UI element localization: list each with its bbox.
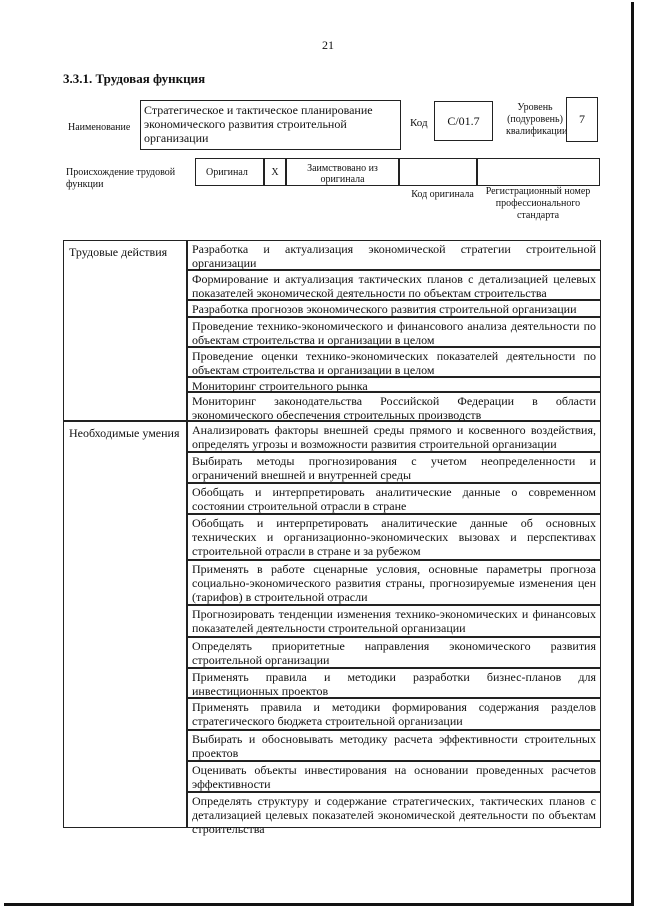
skill-row: Обобщать и интерпретировать аналитические данные об основных технических и организационно-экономических вызовах и перспективах строительной отрасли в стране и за рубежом — [187, 514, 601, 560]
skill-row: Применять правила и методики разработки бизнес-планов для инвестиционных проектов — [187, 668, 601, 698]
section-title: 3.3.1. Трудовая функция — [63, 71, 206, 86]
original-mark: X — [264, 158, 286, 186]
skill-row: Прогнозировать тенденции изменения технико-экономических и финансовых показателей деятельности строительной организации — [187, 605, 601, 637]
function-code: C/01.7 — [434, 101, 493, 141]
name-label: Наименование — [68, 122, 131, 133]
labor-action-row: Проведение технико-экономического и финансового анализа деятельности по объектам строительства и организации в целом — [187, 317, 601, 347]
origin-label: Происхождение трудовой функции — [66, 167, 176, 190]
labor-action-row: Разработка и актуализация экономической стратегии строительной организации — [187, 240, 601, 270]
code-label: Код — [410, 117, 428, 129]
page-number: 21 — [322, 38, 334, 52]
labor-action-row: Мониторинг строительного рынка — [187, 377, 601, 392]
skill-row: Применять правила и методики формирования содержания разделов стратегического бюджета строительной организации — [187, 698, 601, 730]
labor-action-row: Разработка прогнозов экономического развития строительной организации — [187, 300, 601, 317]
skill-row: Определять структуру и содержание стратегических, тактических планов с детализацией целевых показателей экономической деятельности по объектам строительства — [187, 792, 601, 828]
labor-action-row: Формирование и актуализация тактических планов с детализацией целевых показателей экономической деятельности по объектам строительства — [187, 270, 601, 300]
skills-label: Необходимые умения — [63, 421, 187, 828]
qualification-level: 7 — [566, 97, 598, 142]
skill-row: Обобщать и интерпретировать аналитические данные о современном состоянии строительной отрасли в стране — [187, 483, 601, 514]
skill-row: Анализировать факторы внешней среды прямого и косвенного воздействия, определять угрозы и возможности развития строительной организации — [187, 421, 601, 452]
original-label: Оригинал — [195, 158, 264, 186]
origin-code-cell — [399, 158, 477, 186]
skill-row: Выбирать методы прогнозирования с учетом неопределенности и ограничений внешней и внутренней среды — [187, 452, 601, 483]
origin-row — [195, 158, 600, 186]
skill-row: Определять приоритетные направления экономического развития строительной организации — [187, 637, 601, 668]
borrowed-label: Заимствовано из оригинала — [286, 158, 399, 186]
skill-row: Оценивать объекты инвестирования на основании проведенных расчетов эффективности — [187, 761, 601, 792]
function-table — [63, 240, 601, 836]
labor-actions-label: Трудовые действия — [63, 240, 187, 421]
skill-row: Выбирать и обосновывать методику расчета эффективности строительных проектов — [187, 730, 601, 761]
function-name: Стратегическое и тактическое планирование экономического развития строительной организации — [140, 100, 401, 150]
origin-code-label: Код оригинала — [411, 189, 474, 200]
reg-number-label: Регистрационный номер профессионального стандарта — [485, 186, 591, 221]
labor-action-row: Мониторинг законодательства Российской Федерации в области экономического обеспечения строительных производств — [187, 392, 601, 421]
skill-row: Применять в работе сценарные условия, основные параметры прогноза социально-экономического развития страны, прогнозируемые изменения цен (тарифов) в строительной отрасли — [187, 560, 601, 605]
reg-number-cell — [477, 158, 600, 186]
labor-action-row: Проведение оценки технико-экономических показателей деятельности по объектам строительства и организации в целом — [187, 347, 601, 377]
level-label: Уровень (подуровень) квалификации — [506, 102, 568, 137]
